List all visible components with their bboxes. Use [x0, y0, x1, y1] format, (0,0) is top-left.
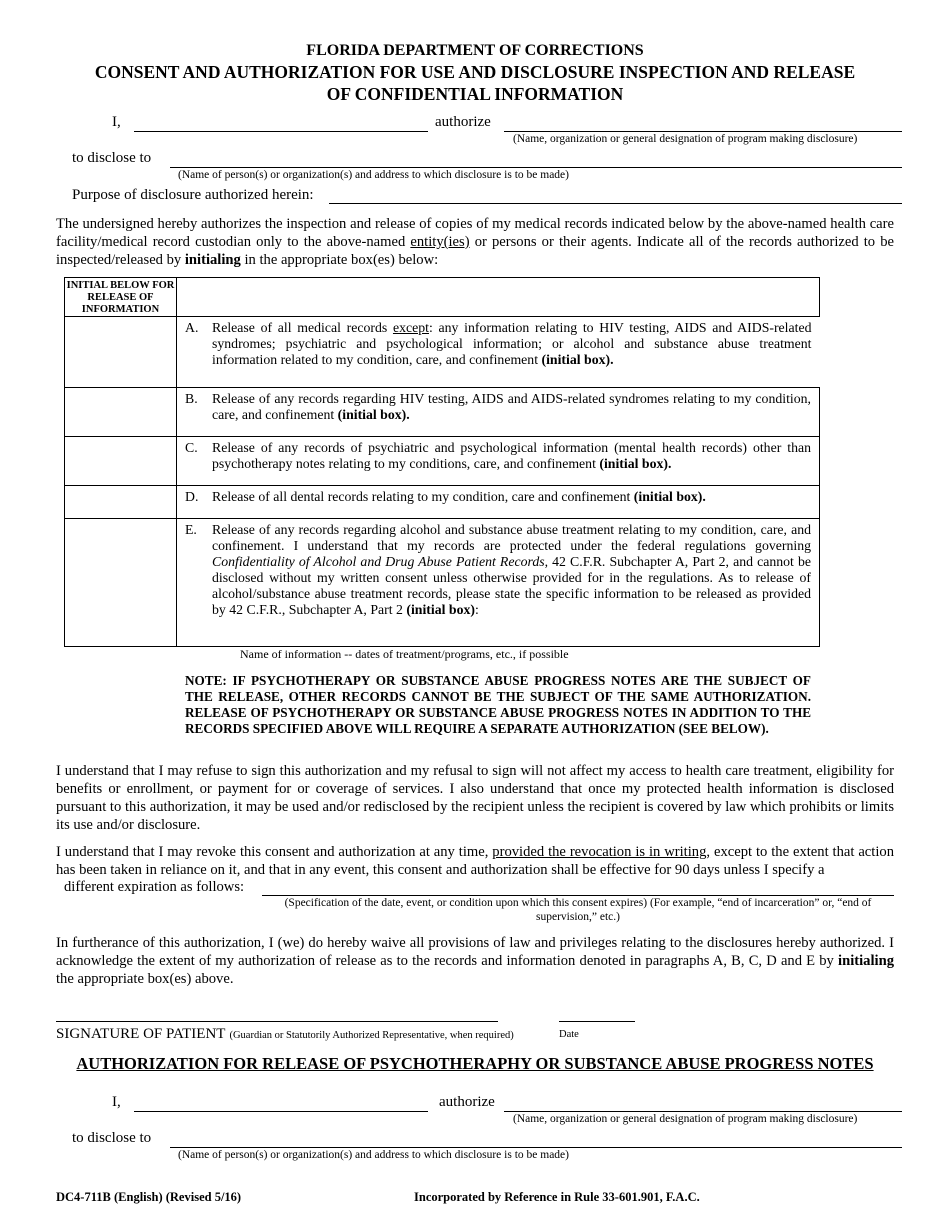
- expiration-caption: (Specification of the date, event, or condition upon which this consent expires) (For example, “end of incarceration” or, “end of supervision,” etc.): [284, 897, 872, 923]
- patient-name-field[interactable]: [134, 131, 428, 132]
- record-row-e: [65, 519, 820, 647]
- purpose-label: Purpose of disclosure authorized herein:: [72, 187, 314, 203]
- rule-reference: Incorporated by Reference in Rule 33-601.901, F.A.C.: [414, 1190, 700, 1204]
- section2-disclose-to-label: to disclose to: [72, 1130, 152, 1146]
- agency-name: FLORIDA DEPARTMENT OF CORRECTIONS: [306, 42, 644, 59]
- disclose-to-label: to disclose to: [72, 150, 152, 166]
- record-row-b: [65, 388, 820, 437]
- purpose-field[interactable]: [329, 203, 902, 204]
- i-label: I,: [112, 114, 121, 130]
- section2-recipient-caption: (Name of person(s) or organization(s) and address to which disclosure is to be made): [178, 1149, 569, 1161]
- initial-column-header: INITIAL BELOW FOR RELEASE OF INFORMATION: [65, 278, 177, 317]
- authorize-label: authorize: [435, 114, 491, 130]
- record-row-d: [65, 486, 820, 519]
- recipient-field[interactable]: [170, 167, 902, 168]
- section2-recipient-field[interactable]: [170, 1147, 902, 1148]
- psychotherapy-note: NOTE: IF PSYCHOTHERAPY OR SUBSTANCE ABUSE PROGRESS NOTES ARE THE SUBJECT OF THE RELEASE, OTHER RECORDS CANNOT BE THE SUBJECT OF THE SAME AUTHORIZATION. RELEASE OF PSYCHOTHERAPY OR SUBSTANCE ABUSE PROGRESS NOTES IN ADDITION TO THE RECORDS SPECIFIED ABOVE WILL REQUIRE A SEPARATE AUTHORIZATION (SEE BELOW).: [185, 673, 811, 736]
- record-item-b: B. Release of any records regarding HIV testing, AIDS and AIDS-related syndromes relating to my condition, care, and confinement (initial box).: [185, 391, 811, 422]
- record-item-c: C. Release of any records of psychiatric and psychological information (mental health records) other than psychotherapy notes relating to my conditions, care, and confinement (initial box).: [185, 440, 811, 471]
- section2-discloser-field[interactable]: [504, 1111, 902, 1112]
- waive-paragraph: In furtherance of this authorization, I (we) do hereby waive all provisions of law and privileges relating to the disclosures hereby authorized. I acknowledge the extent of my authorization of release as to the records and information denoted in paragraphs A, B, C, D and E by initialing the appropriate box(es) above.: [56, 935, 894, 987]
- record-row-c: [65, 437, 820, 486]
- record-row-a: [65, 317, 820, 388]
- header-spacer: [177, 278, 820, 317]
- records-table: [64, 277, 820, 647]
- refuse-paragraph: I understand that I may refuse to sign this authorization and my refusal to sign will not affect my access to health care treatment, eligibility for benefits or enrollment, or payment for or coverage of services. I also understand that once my protected health information is disclosed pursuant to this authorization, it may be used and/or redisclosed by the recipient unless the recipient is covered by law which prohibits or limits its use and/or disclosure.: [56, 763, 894, 833]
- recipient-caption: (Name of person(s) or organization(s) and address to which disclosure is to be made): [178, 169, 569, 181]
- expiration-label: different expiration as follows:: [64, 879, 245, 895]
- intro-paragraph: The undersigned hereby authorizes the inspection and release of copies of my medical records indicated below by the above-named health care facility/medical record custodian only to the above-named entity(ies) or persons or their agents. Indicate all of the records authorized to be inspected/released by initialing in the appropriate box(es) below:: [56, 216, 895, 268]
- form-number: DC4-711B (English) (Revised 5/16): [56, 1190, 242, 1204]
- initial-box-d[interactable]: [65, 486, 177, 519]
- section2-title: AUTHORIZATION FOR RELEASE OF PSYCHOTHERAPHY OR SUBSTANCE ABUSE PROGRESS NOTES: [76, 1054, 874, 1073]
- section2-discloser-caption: (Name, organization or general designation of program making disclosure): [513, 1113, 858, 1125]
- initial-box-e[interactable]: [65, 519, 177, 647]
- form-title-line-2: OF CONFIDENTIAL INFORMATION: [326, 84, 624, 104]
- date-label: Date: [559, 1029, 579, 1040]
- record-item-e: E. Release of any records regarding alcohol and substance abuse treatment relating to my condition, care, and confinement. I understand that my records are protected under the federal regulations governing Confidentiality of Alcohol and Drug Abuse Patient Records, 42 C.F.R. Subchapter A, Part 2, and cannot be disclosed without my written consent unless otherwise provided for in the regulations. As to release of alcohol/substance abuse treatment records, please state the specific information to be released as provided by 42 C.F.R., Subchapter A, Part 2 (initial box):: [185, 522, 811, 617]
- information-caption: Name of information -- dates of treatment/programs, etc., if possible: [240, 647, 569, 661]
- signature-label: SIGNATURE OF PATIENT: [56, 1026, 226, 1042]
- signature-label-row: [56, 1025, 514, 1043]
- record-item-a: A. Release of all medical records except: any information relating to HIV testing, AIDS and AIDS-related syndromes; psychiatric and psychological information; or alcohol and substance abuse treatment information related to my condition, care, and confinement (initial box).: [185, 320, 812, 367]
- discloser-field[interactable]: [504, 131, 902, 132]
- initial-box-b[interactable]: [65, 388, 177, 437]
- section2-patient-name-field[interactable]: [134, 1111, 428, 1112]
- initial-box-c[interactable]: [65, 437, 177, 486]
- date-field[interactable]: [559, 1021, 635, 1022]
- discloser-caption: (Name, organization or general designation of program making disclosure): [513, 133, 858, 145]
- record-item-d: D. Release of all dental records relating to my condition, care and confinement (initial box).: [185, 489, 706, 504]
- signature-field[interactable]: [56, 1021, 498, 1022]
- revoke-paragraph: I understand that I may revoke this consent and authorization at any time, provided the revocation is in writing, except to the extent that action has been taken in reliance on it, and that in any event, this consent and authorization shall be effective for 90 days unless I specify a: [56, 844, 894, 878]
- form-title-line-1: CONSENT AND AUTHORIZATION FOR USE AND DISCLOSURE INSPECTION AND RELEASE: [94, 62, 856, 82]
- initial-box-a[interactable]: [65, 317, 177, 388]
- section2-i-label: I,: [112, 1094, 121, 1110]
- signature-sub-label: (Guardian or Statutorily Authorized Representative, when required): [229, 1030, 514, 1041]
- section2-authorize-label: authorize: [439, 1094, 495, 1110]
